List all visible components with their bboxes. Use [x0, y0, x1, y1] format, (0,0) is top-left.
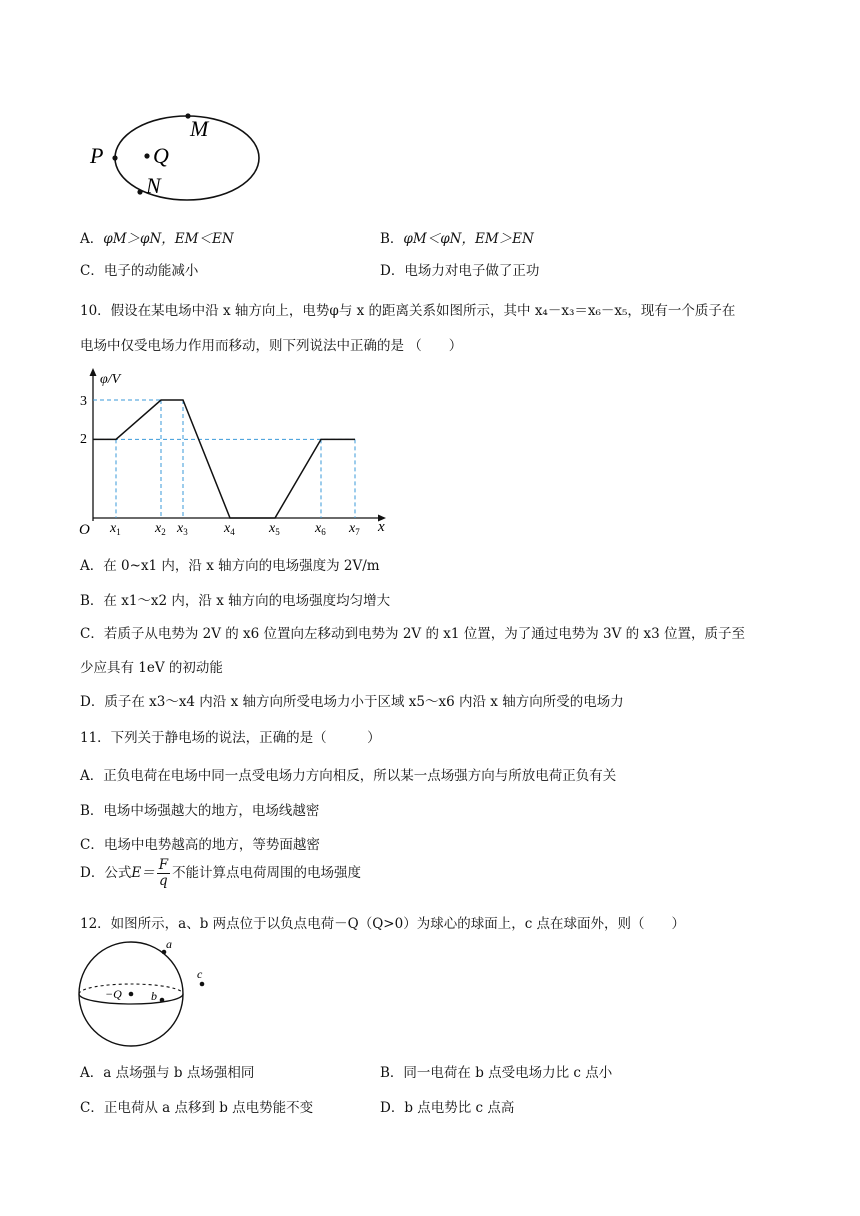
q10-stem-line2: 电场中仅受电场力作用而移动，则下列说法中正确的是 （ ） [80, 338, 463, 354]
q9-option-d: D．电场力对电子做了正功 [380, 263, 540, 279]
q9-label-n: N [146, 173, 161, 198]
x-tick-labels [109, 521, 360, 537]
x-tick-x4: $x_4$ [224, 521, 235, 537]
y-axis-arrow [90, 368, 97, 376]
q9-point-p [112, 155, 117, 160]
formula-lhs: E＝ [131, 865, 155, 881]
q9-label-p: P [90, 143, 104, 168]
graph-axes [79, 368, 386, 538]
q12-stem: 12．如图所示，a、b 两点位于以负点电荷－Q（Q>0）为球心的球面上，c 点在球面外，则（ ） [80, 916, 686, 932]
point-charge [129, 992, 134, 997]
q10-option-c-line1: C．若质子从电势为 2V 的 x6 位置向左移动到电势为 2V 的 x1 位置，为了通过电势为 3V 的 x3 位置，质子至 [80, 626, 745, 642]
q9-option-c: C．电子的动能减小 [80, 263, 199, 279]
point-b [160, 998, 165, 1003]
q10-option-a: A．在 0~x1 内，沿 x 轴方向的电场强度为 2V/m [80, 558, 380, 574]
q9-option-a: A．φM＞φN，EM＜EN [80, 231, 234, 247]
q11-option-c: C．电场中电势越高的地方，等势面越密 [80, 837, 320, 853]
x-tick-x3: $x_3$ [177, 521, 188, 537]
y-tick-3: 3 [80, 394, 87, 409]
q9-orbit-ellipse [115, 116, 259, 200]
q10-potential-graph [76, 366, 396, 538]
origin-label: O [79, 522, 90, 538]
q10-option-b: B．在 x1～x2 内，沿 x 轴方向的电场强度均匀增大 [80, 593, 391, 609]
point-c [200, 982, 205, 987]
dashed-guides [93, 400, 355, 518]
q11-option-a: A．正负电荷在电场中同一点受电场力方向相反，所以某一点场强方向与所放电荷正负有关 [80, 768, 617, 784]
label-a: a [166, 937, 172, 951]
q9-label-m: M [190, 116, 209, 141]
q9-point-n [137, 189, 142, 194]
y-axis-label: φ/V [100, 372, 121, 387]
x-tick-x1: $x_1$ [110, 521, 121, 537]
q9-option-b: B．φM＜φN，EM＞EN [380, 231, 534, 247]
q12-option-b: B．同一电荷在 b 点受电场力比 c 点小 [380, 1065, 613, 1081]
q9-label-q: Q [153, 143, 169, 168]
q12-option-a: A．a 点场强与 b 点场强相同 [80, 1065, 255, 1081]
q12-sphere-figure [74, 936, 214, 1048]
potential-curve [93, 400, 355, 518]
x-axis-label: x [378, 519, 385, 535]
x-tick-x5: $x_5$ [269, 521, 280, 537]
q9-option-a-text: φM＞φN，EM＜EN [103, 231, 234, 247]
x-tick-x6: $x_6$ [315, 521, 326, 537]
label-b: b [151, 989, 157, 1003]
q10-stem-line1: 10．假设在某电场中沿 x 轴方向上，电势φ与 x 的距离关系如图所示，其中 x₄－x₃＝x₆－x₅，现有一个质子在 [80, 303, 736, 319]
q10-option-d: D．质子在 x3～x4 内沿 x 轴方向所受电场力小于区域 x5～x6 内沿 x 轴方向所受的电场力 [80, 694, 624, 710]
q9-point-q [144, 153, 149, 158]
y-tick-2: 2 [80, 432, 87, 447]
x-tick-x2: $x_2$ [155, 521, 166, 537]
label-c: c [197, 967, 203, 981]
q12-option-c: C．正电荷从 a 点移到 b 点电势能不变 [80, 1100, 314, 1116]
q12-option-d: D．b 点电势比 c 点高 [380, 1100, 515, 1116]
q11-option-b: B．电场中场强越大的地方，电场线越密 [80, 803, 320, 819]
formula-fraction: $\frac{F}{q}$ [158, 857, 169, 889]
q10-option-c-line2: 少应具有 1eV 的初动能 [80, 660, 223, 676]
q9-ellipse-figure [80, 108, 270, 208]
x-tick-x7: $x_7$ [349, 521, 360, 537]
q9-option-b-text: φM＜φN，EM＞EN [403, 231, 534, 247]
label-charge: −Q [105, 987, 122, 1001]
q11-option-d: D．公式E＝ $\frac{F}{q}$ 不能计算点电荷周围的电场强度 [80, 857, 362, 889]
q11-stem: 11．下列关于静电场的说法，正确的是（ ） [80, 730, 381, 746]
